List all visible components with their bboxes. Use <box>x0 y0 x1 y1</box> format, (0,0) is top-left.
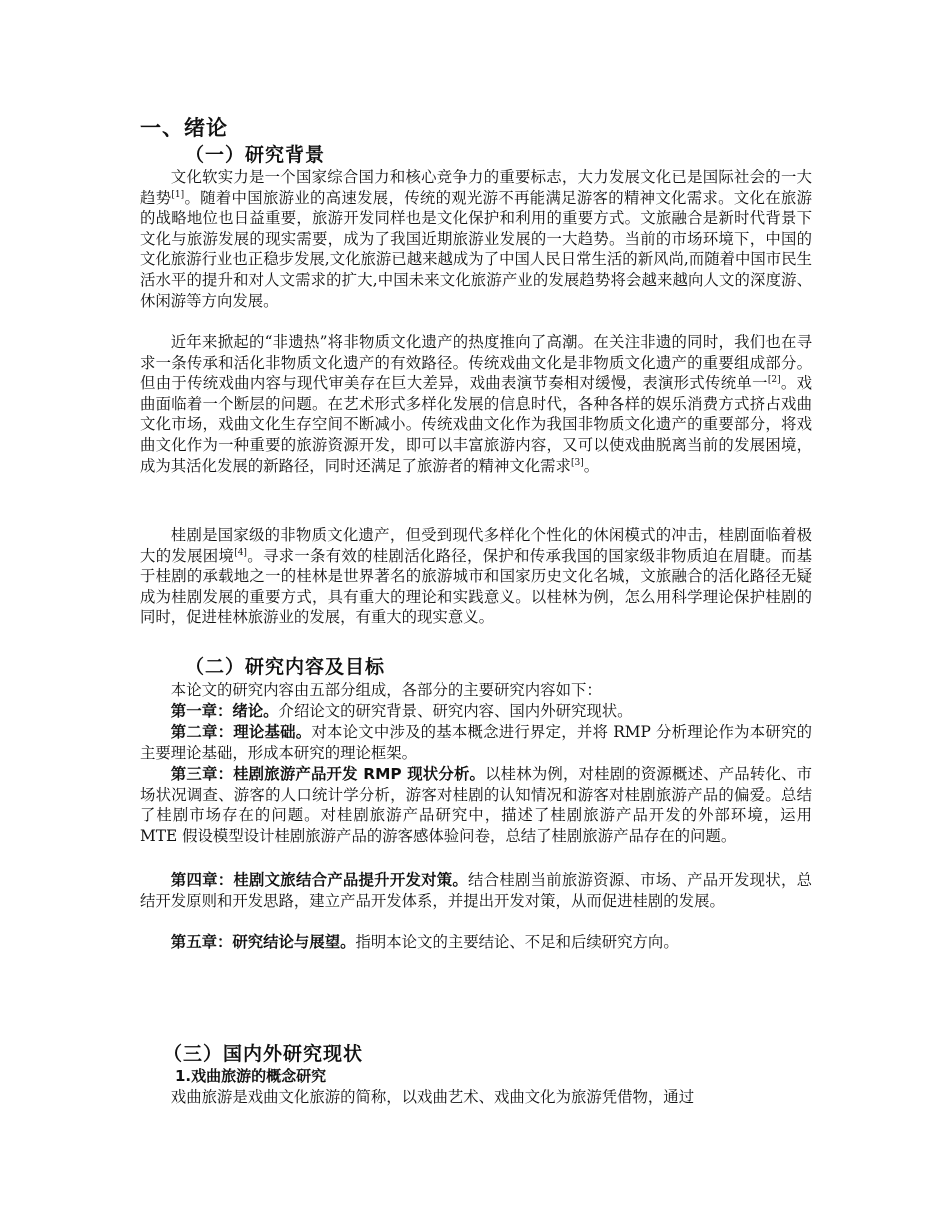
paragraph-research-status-1: 戏曲旅游是戏曲文化旅游的简称，以戏曲艺术、戏曲文化为旅游凭借物，通过 <box>170 1088 695 1106</box>
chapter-label: 第三章：桂剧旅游产品开发 RMP 现状分析。 <box>170 765 486 783</box>
chapter-item-2: 第二章：理论基础。对本论文中涉及的基本概念进行界定，并将 RMP 分析理论作为本研究的主要理论基础，形成本研究的理论框架。 <box>140 723 812 762</box>
citation-ref-2: [2] <box>767 375 781 386</box>
chapter-label: 第二章：理论基础。 <box>170 723 312 741</box>
subsection-heading: 1.戏曲旅游的概念研究 <box>175 1067 327 1085</box>
paragraph-background-2: 近年来掀起的“非遗热”将非物质文化遗产的热度推向了高潮。在关注非遗的同时，我们也在寻求一条传承和活化非物质文化遗产的有效路径。传统戏曲文化是非物质文化遗产的重要组成部分。但由于传统戏曲内容与现代审美存在巨大差异，戏曲表演节奏相对缓慢，表演形式传统单一[2]。戏曲面临着一个断层的问题。在艺术形式多样化发展的信息时代，各种各样的娱乐消费方式挤占戏曲文化市场，戏曲文化生存空间不断减小。传统戏曲文化作为我国非物质文化遗产的重要部分，将戏曲文化作为一种重要的旅游资源开发，即可以丰富旅游内容，又可以使戏曲脱离当前的发展困境，成为其活化发展的新路径，同时还满足了旅游者的精神文化需求[3]。 <box>140 333 812 475</box>
citation-ref-1: [1] <box>171 189 185 200</box>
paragraph-background-1: 文化软实力是一个国家综合国力和核心竞争力的重要标志，大力发展文化已是国际社会的一大趋势[1]。随着中国旅游业的高速发展，传统的观光游不再能满足游客的精神文化需求。文化在旅游的战略地位也日益重要，旅游开发同样也是文化保护和利用的重要方式。文旅融合是新时代背景下文化与旅游发展的现实需要，成为了我国近期旅游业发展的一大趋势。当前的市场环境下，中国的文化旅游行业也正稳步发展,文化旅游已越来越成为了中国人民日常生活的新风尚,而随着中国市民生活水平的提升和对人文需求的扩大,中国未来文化旅游产业的发展趋势将会越来越向人文的深度游、休闲游等方向发展。 <box>140 168 812 310</box>
chapter-item-3: 第三章：桂剧旅游产品开发 RMP 现状分析。以桂林为例，对桂剧的资源概述、产品转化、市场状况调查、游客的人口统计学分析，游客对桂剧的认知情况和游客对桂剧旅游产品的偏爱。总结了桂剧市场存在的问题。对桂剧旅游产品研究中，描述了桂剧旅游产品开发的外部环境，运用 MTE 假设模型设计桂剧旅游产品的游客感体验问卷，总结了桂剧旅游产品存在的问题。 <box>140 765 812 845</box>
citation-ref-3: [3] <box>570 457 584 468</box>
chapter-label: 第五章：研究结论与展望。 <box>170 933 356 951</box>
chapter-item-4: 第四章：桂剧文旅结合产品提升开发对策。结合桂剧当前旅游资源、市场、产品开发现状，总结开发原则和开发思路，建立产品开发体系，并提出开发对策，从而促进桂剧的发展。 <box>140 871 812 910</box>
section-heading-background: （一）研究背景 <box>185 144 326 166</box>
paragraph-background-3: 桂剧是国家级的非物质文化遗产，但受到现代多样化个性化的休闲模式的冲击，桂剧面临着极大的发展困境[4]。寻求一条有效的桂剧活化路径，保护和传承我国的国家级非物质迫在眉睫。而基于桂剧的承载地之一的桂林是世界著名的旅游城市和国家历史文化名城，文旅融合的活化路径无疑成为桂剧发展的重要方式，具有重大的理论和实践意义。以桂林为例，怎么用科学理论保护桂剧的同时，促进桂林旅游业的发展，有重大的现实意义。 <box>140 526 812 627</box>
chapter-heading: 一、绪论 <box>140 116 228 140</box>
chapter-item-1: 第一章：绪论。介绍论文的研究背景、研究内容、国内外研究现状。 <box>170 702 633 720</box>
citation-ref-4: [4] <box>234 547 247 558</box>
section-heading-content: （二）研究内容及目标 <box>185 656 386 678</box>
chapter-item-5: 第五章：研究结论与展望。指明本论文的主要结论、不足和后续研究方向。 <box>170 933 679 951</box>
paragraph-content-intro: 本论文的研究内容由五部分组成，各部分的主要研究内容如下： <box>170 681 602 699</box>
section-heading-research-status: （三）国内外研究现状 <box>163 1043 364 1065</box>
chapter-label: 第一章：绪论。 <box>170 702 279 720</box>
chapter-label: 第四章：桂剧文旅结合产品提升开发对策。 <box>170 871 469 889</box>
